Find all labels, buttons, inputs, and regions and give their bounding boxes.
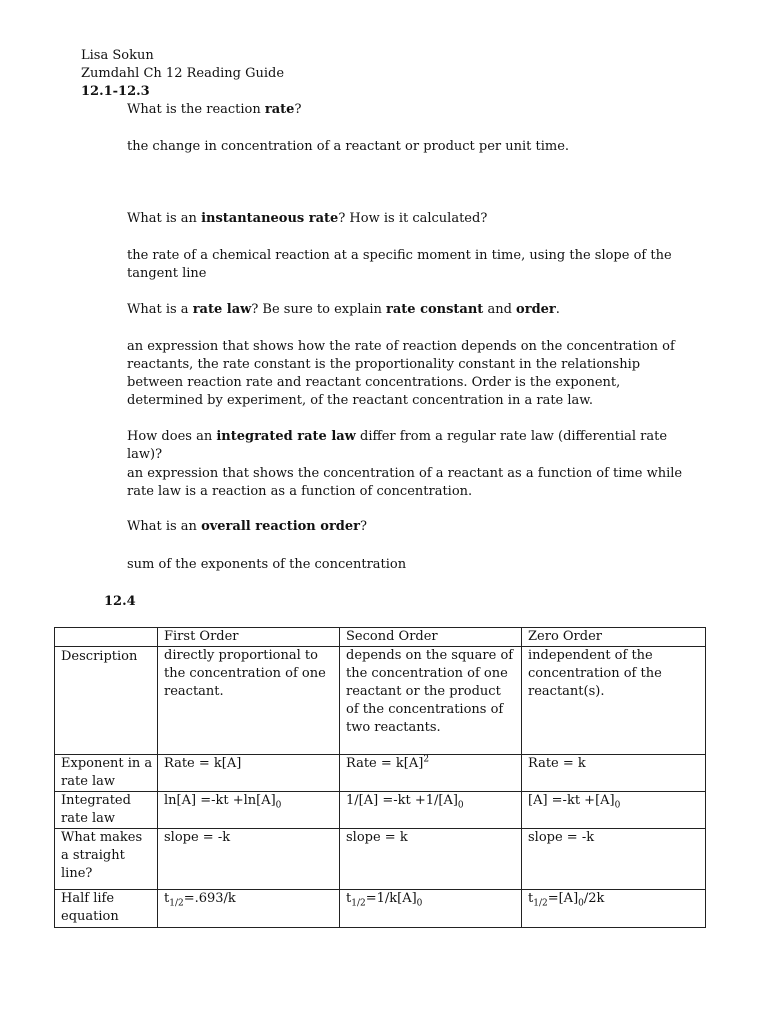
answer-5: sum of the exponents of the concentration — [127, 557, 407, 572]
table-cell: $t_{1/2}=1/k[A]_0$ — [340, 890, 522, 928]
question-2: What is an instantaneous rate? How is it calculated? — [127, 211, 488, 226]
table-cell: $1/[A] =-kt +1/[A]_0$ — [340, 792, 522, 829]
table-header-cell — [55, 628, 158, 647]
table-row — [55, 647, 706, 755]
table-header-row — [55, 628, 706, 647]
author-name: Lisa Sokun — [81, 48, 154, 63]
table-cell: slope = -k — [522, 829, 706, 890]
table-row — [55, 829, 706, 890]
row-label: Half life equation — [55, 890, 158, 928]
table-cell: $[A] =-kt +[A]_0$ — [522, 792, 706, 829]
row-label: Integrated rate law — [55, 792, 158, 829]
answer-4: an expression that shows the concentration of a reactant as a function of time while rate law is a reaction as a function of concentration. — [127, 466, 683, 499]
table-cell: slope = k — [340, 829, 522, 890]
table-row — [55, 755, 706, 792]
table-cell: $t_{1/2}=.693/k$ — [158, 890, 340, 928]
row-label: Exponent in a rate law — [55, 755, 158, 792]
table-header-cell: Second Order — [340, 628, 522, 647]
table-row — [55, 890, 706, 928]
table-cell: Rate = k — [522, 755, 706, 792]
table-cell: directly proportional to the concentration of one reactant. — [158, 647, 340, 755]
answer-2: the rate of a chemical reaction at a specific moment in time, using the slope of the tangent line — [127, 248, 672, 281]
table-cell: independent of the concentration of the reactant(s). — [522, 647, 706, 755]
question-4: How does an integrated rate law differ from a regular rate law (differential rate law)? — [127, 429, 668, 462]
section-heading: 12.1-12.3 — [81, 84, 150, 99]
table-cell: $\ln[A] =-kt +\ln[A]_0$ — [158, 792, 340, 829]
table-cell: Rate = $k[A]^2$ — [340, 755, 522, 792]
table-header-cell: First Order — [158, 628, 340, 647]
question-5: What is an overall reaction order? — [127, 519, 367, 534]
section-heading-2: 12.4 — [104, 594, 136, 609]
table-cell: Rate = k[A] — [158, 755, 340, 792]
document-header — [81, 47, 284, 101]
table-cell: slope = -k — [158, 829, 340, 890]
table-row — [55, 792, 706, 829]
table-cell: depends on the square of the concentration of one reactant or the product of the concentrations of two reactants. — [340, 647, 522, 755]
question-3: What is a rate law? Be sure to explain rate constant and order. — [127, 302, 560, 317]
guide-title: Zumdahl Ch 12 Reading Guide — [81, 66, 285, 81]
row-label: What makes a straight line? — [55, 829, 158, 890]
table-cell: $t_{1/2}=[A]_0/2k$ — [522, 890, 706, 928]
row-label: Description — [55, 647, 158, 755]
answer-1: the change in concentration of a reactant or product per unit time. — [127, 139, 570, 154]
table-header-cell: Zero Order — [522, 628, 706, 647]
answer-3: an expression that shows how the rate of reaction depends on the concentration of reactants, the rate constant is the proportionality constant in the relationship between reaction rate and reactant concentrations. Order is the exponent, determined by experiment, of the reactant concentration in a rate law. — [127, 339, 675, 408]
reaction-order-table — [54, 627, 706, 928]
question-1: What is the reaction rate? — [127, 102, 302, 117]
